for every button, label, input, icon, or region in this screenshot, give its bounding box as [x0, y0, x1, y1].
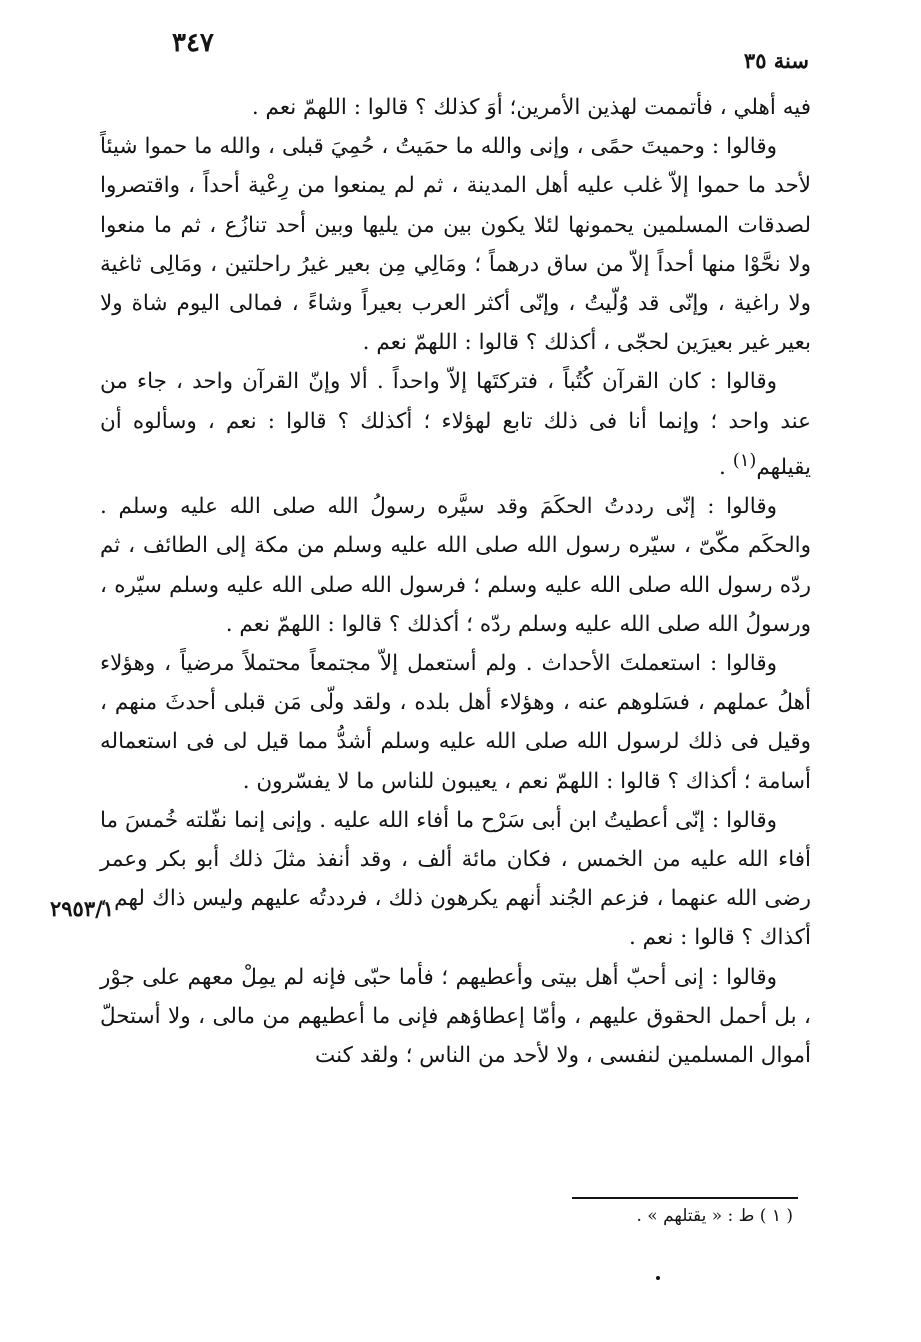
- margin-reference: ٢٩٥٣/١: [50, 896, 115, 921]
- footnote: ( ١ ) ط : « يقتلهم » .: [636, 1206, 793, 1226]
- paragraph: وقالوا : استعملتَ الأحداث . ولم أستعمل إلاّ مجتمعاً محتملاً مرضياً ، وهؤلاء أهلُ عملهم ، فسَلوهم عنه ، وهؤلاء أهل بلده ، ولقد ولّى مَن قبلى أحدثَ منهم ، وقيل فى ذلك لرسول الله صلى الله عليه وسلم أشدُّ مما قيل لى فى استعماله أسامة ؛ أكذاك ؟ قالوا : اللهمّ نعم ، يعيبون للناس ما لا يفسّرون .: [100, 651, 811, 794]
- body-text: [100, 88, 811, 1075]
- page-number: ٣٤٧: [172, 28, 214, 58]
- paragraph: وقالوا : كان القرآن كُتُباً ، فتركتَها إلاّ واحداً . ألا وإنّ القرآن واحد ، جاء من عند واحد ؛ وإنما أنا فى ذلك تابع لهؤلاء ؛ أكذلك ؟ قالوا : نعم ، وسألوه أن يقيلهم$^{(١)}$ .: [100, 369, 811, 480]
- running-head: سنة ٣٥: [743, 48, 809, 73]
- footnote-divider: [572, 1197, 798, 1199]
- paragraph: وقالوا : وحميتَ حمًى ، وإنى والله ما حمَيتُ ، حُمِيَ قبلى ، والله ما حموا شيئاً لأحد ما حموا إلاّ غلب عليه أهل المدينة ، ثم لم يمنعوا من رِعْية أحداً ، واقتصروا لصدقات المسلمين يحمونها لئلا يكون بين من يليها وبين أحد تنازُع ، ثم ما منعوا ولا نحَّوْا منها أحداً إلاّ من ساق درهماً ؛ ومَالِي مِن بعير غيرُ راحلتين ، ومَالِى ثاغية ولا راغية ، وإنّى قد وُلّيتُ ، وإنّى أكثر العرب بعيراً وشاءً ، فمالى اليوم شاة ولا بعير غير بعيرَين لحجّى ، أكذلك ؟ قالوا : اللهمّ نعم .: [100, 134, 811, 356]
- paragraph: وقالوا : إنّى أعطيتُ ابن أبى سَرْح ما أفاء الله عليه . وإنى إنما نفّلته خُمسَ ما أفاء الله عليه من الخمس ، فكان مائة ألف ، وقد أنفذ مثلَ ذلك أبو بكر وعمر رضى الله عنهما ، فزعم الجُند أنهم يكرهون ذلك ، فرددتُه عليهم وليس ذاك لهم ، أكذاك ؟ قالوا : نعم .: [100, 807, 811, 951]
- footnote-marker: (١): [732, 449, 757, 471]
- page-speck: [656, 1276, 660, 1280]
- paragraph: وقالوا : إنّى رددتُ الحكَمَ وقد سيَّره رسولُ الله صلى الله عليه وسلم . والحكَم مكّىّ ، سيّره رسول الله صلى الله عليه وسلم من مكة إلى الطائف ، ثم ردّه رسول الله صلى الله عليه وسلم ؛ فرسول الله صلى الله عليه وسلم سيّره ، ورسولُ الله صلى الله عليه وسلم ردّه ؛ أكذلك ؟ قالوا : اللهمّ نعم .: [100, 494, 811, 637]
- paragraph-text: وقالوا : كان القرآن كُتُباً ، فتركتَها إلاّ واحداً . ألا وإنّ القرآن واحد ، جاء من عند واحد ؛ وإنما أنا فى ذلك تابع لهؤلاء ؛ أكذلك ؟ قالوا : نعم ، وسألوه أن يقيلهم: [100, 369, 811, 480]
- paragraph: فيه أهلي ، فأتممت لهذين الأمرين؛ أوَ كذلك ؟ قالوا : اللهمّ نعم .: [251, 95, 811, 120]
- paragraph: وقالوا : إنى أحبّ أهل بيتى وأعطيهم ؛ فأما حبّى فإنه لم يمِلْ معهم على جوْر ، بل أحمل الحقوق عليهم ، وأمّا إعطاؤهم فإنى ما أعطيهم من مالى ، ولا أستحلّ أموال المسلمين لنفسى ، ولا لأحد من الناس ؛ ولقد كنت: [100, 964, 811, 1069]
